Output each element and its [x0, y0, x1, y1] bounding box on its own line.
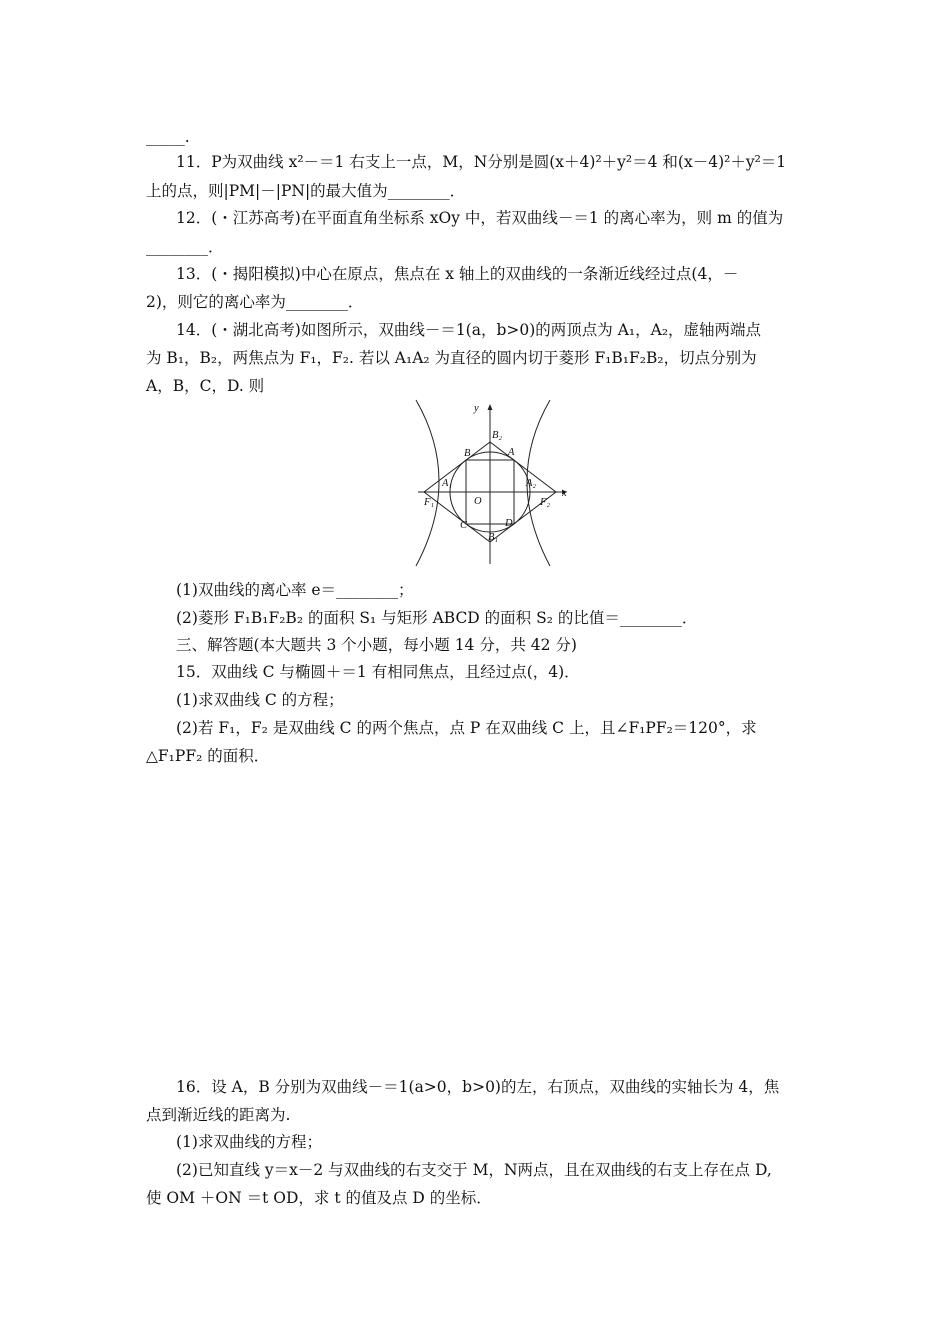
label-x: x: [562, 488, 567, 499]
label-f2: F₂: [540, 497, 551, 508]
label-b2: B₂: [492, 430, 503, 441]
problem-15-part-1: (1)求双曲线 C 的方程；: [176, 691, 344, 709]
problem-14-line-3: A，B，C，D. 则: [146, 377, 265, 395]
label-a1: A₁: [442, 478, 453, 489]
problem-11-line-1: 11．P为双曲线 x²－＝1 右支上一点，M，N分别是圆(x＋4)²＋y²＝4 和(x－4)²＋y²＝1: [176, 153, 787, 171]
problem-12-line-1: 12．(・江苏高考)在平面直角坐标系 xOy 中，若双曲线－＝1 的离心率为，则 m 的值为: [176, 209, 784, 227]
problem-14-part-2: (2)菱形 F₁B₁F₂B₂ 的面积 S₁ 与矩形 ABCD 的面积 S₂ 的比值＝________．: [176, 609, 698, 627]
problem-16-part-2-line-2: 使 OM ＋ON ＝t OD，求 t 的值及点 D 的坐标．: [146, 1189, 492, 1207]
problem-13-line-2: 2)，则它的离心率为________．: [146, 293, 364, 311]
problem-14-part-1: (1)双曲线的离心率 e＝________；: [176, 581, 414, 599]
label-o: O: [474, 496, 482, 507]
problem-13-line-1: 13．(・揭阳模拟)中心在原点，焦点在 x 轴上的双曲线的一条渐近线经过点(4，－: [176, 265, 739, 283]
problem-15-line-1: 15．双曲线 C 与椭圆＋＝1 有相同焦点，且经过点(，4)．: [176, 663, 580, 681]
label-d: D: [505, 518, 513, 529]
hyperbola-rhombus-figure: [414, 398, 574, 568]
label-b: B: [464, 448, 471, 459]
problem-11-line-2: 上的点，则|PM|－|PN|的最大值为________．: [146, 182, 466, 200]
label-a2: A₂: [526, 478, 537, 489]
label-a: A: [508, 447, 515, 458]
problem-16-line-2: 点到渐近线的距离为.: [146, 1106, 291, 1124]
section-heading-solutions: 三、解答题(本大题共 3 个小题，每小题 14 分，共 42 分): [176, 636, 577, 654]
problem-14-line-1: 14．(・湖北高考)如图所示，双曲线－＝1(a，b>0)的两顶点为 A₁，A₂，虚轴两端点: [176, 321, 762, 339]
problem-15-part-2-line-1: (2)若 F₁，F₂ 是双曲线 C 的两个焦点，点 P 在双曲线 C 上，且∠F₁PF₂＝120°，求: [176, 719, 757, 737]
problem-12-line-2: ________．: [146, 238, 224, 256]
answer-blank-10: _____.: [146, 128, 190, 146]
label-y: y: [474, 403, 479, 414]
label-f1: F₁: [424, 497, 435, 508]
problem-16-part-1: (1)求双曲线的方程；: [176, 1133, 322, 1151]
label-c: C: [460, 520, 468, 531]
problem-16-part-2-line-1: (2)已知直线 y＝x－2 与双曲线的右支交于 M，N两点，且在双曲线的右支上存在点 D,: [176, 1161, 772, 1179]
label-b1: B₁: [488, 532, 499, 543]
problem-14-line-2: 为 B₁，B₂，两焦点为 F₁，F₂. 若以 A₁A₂ 为直径的圆内切于菱形 F₁B₁F₂B₂，切点分别为: [146, 349, 757, 367]
y-axis-arrow: [488, 404, 493, 410]
problem-15-part-2-line-2: △F₁PF₂ 的面积．: [146, 747, 270, 765]
problem-16-line-1: 16．设 A，B 分别为双曲线－＝1(a>0，b>0)的左，右顶点，双曲线的实轴长为 4，焦: [176, 1078, 780, 1096]
